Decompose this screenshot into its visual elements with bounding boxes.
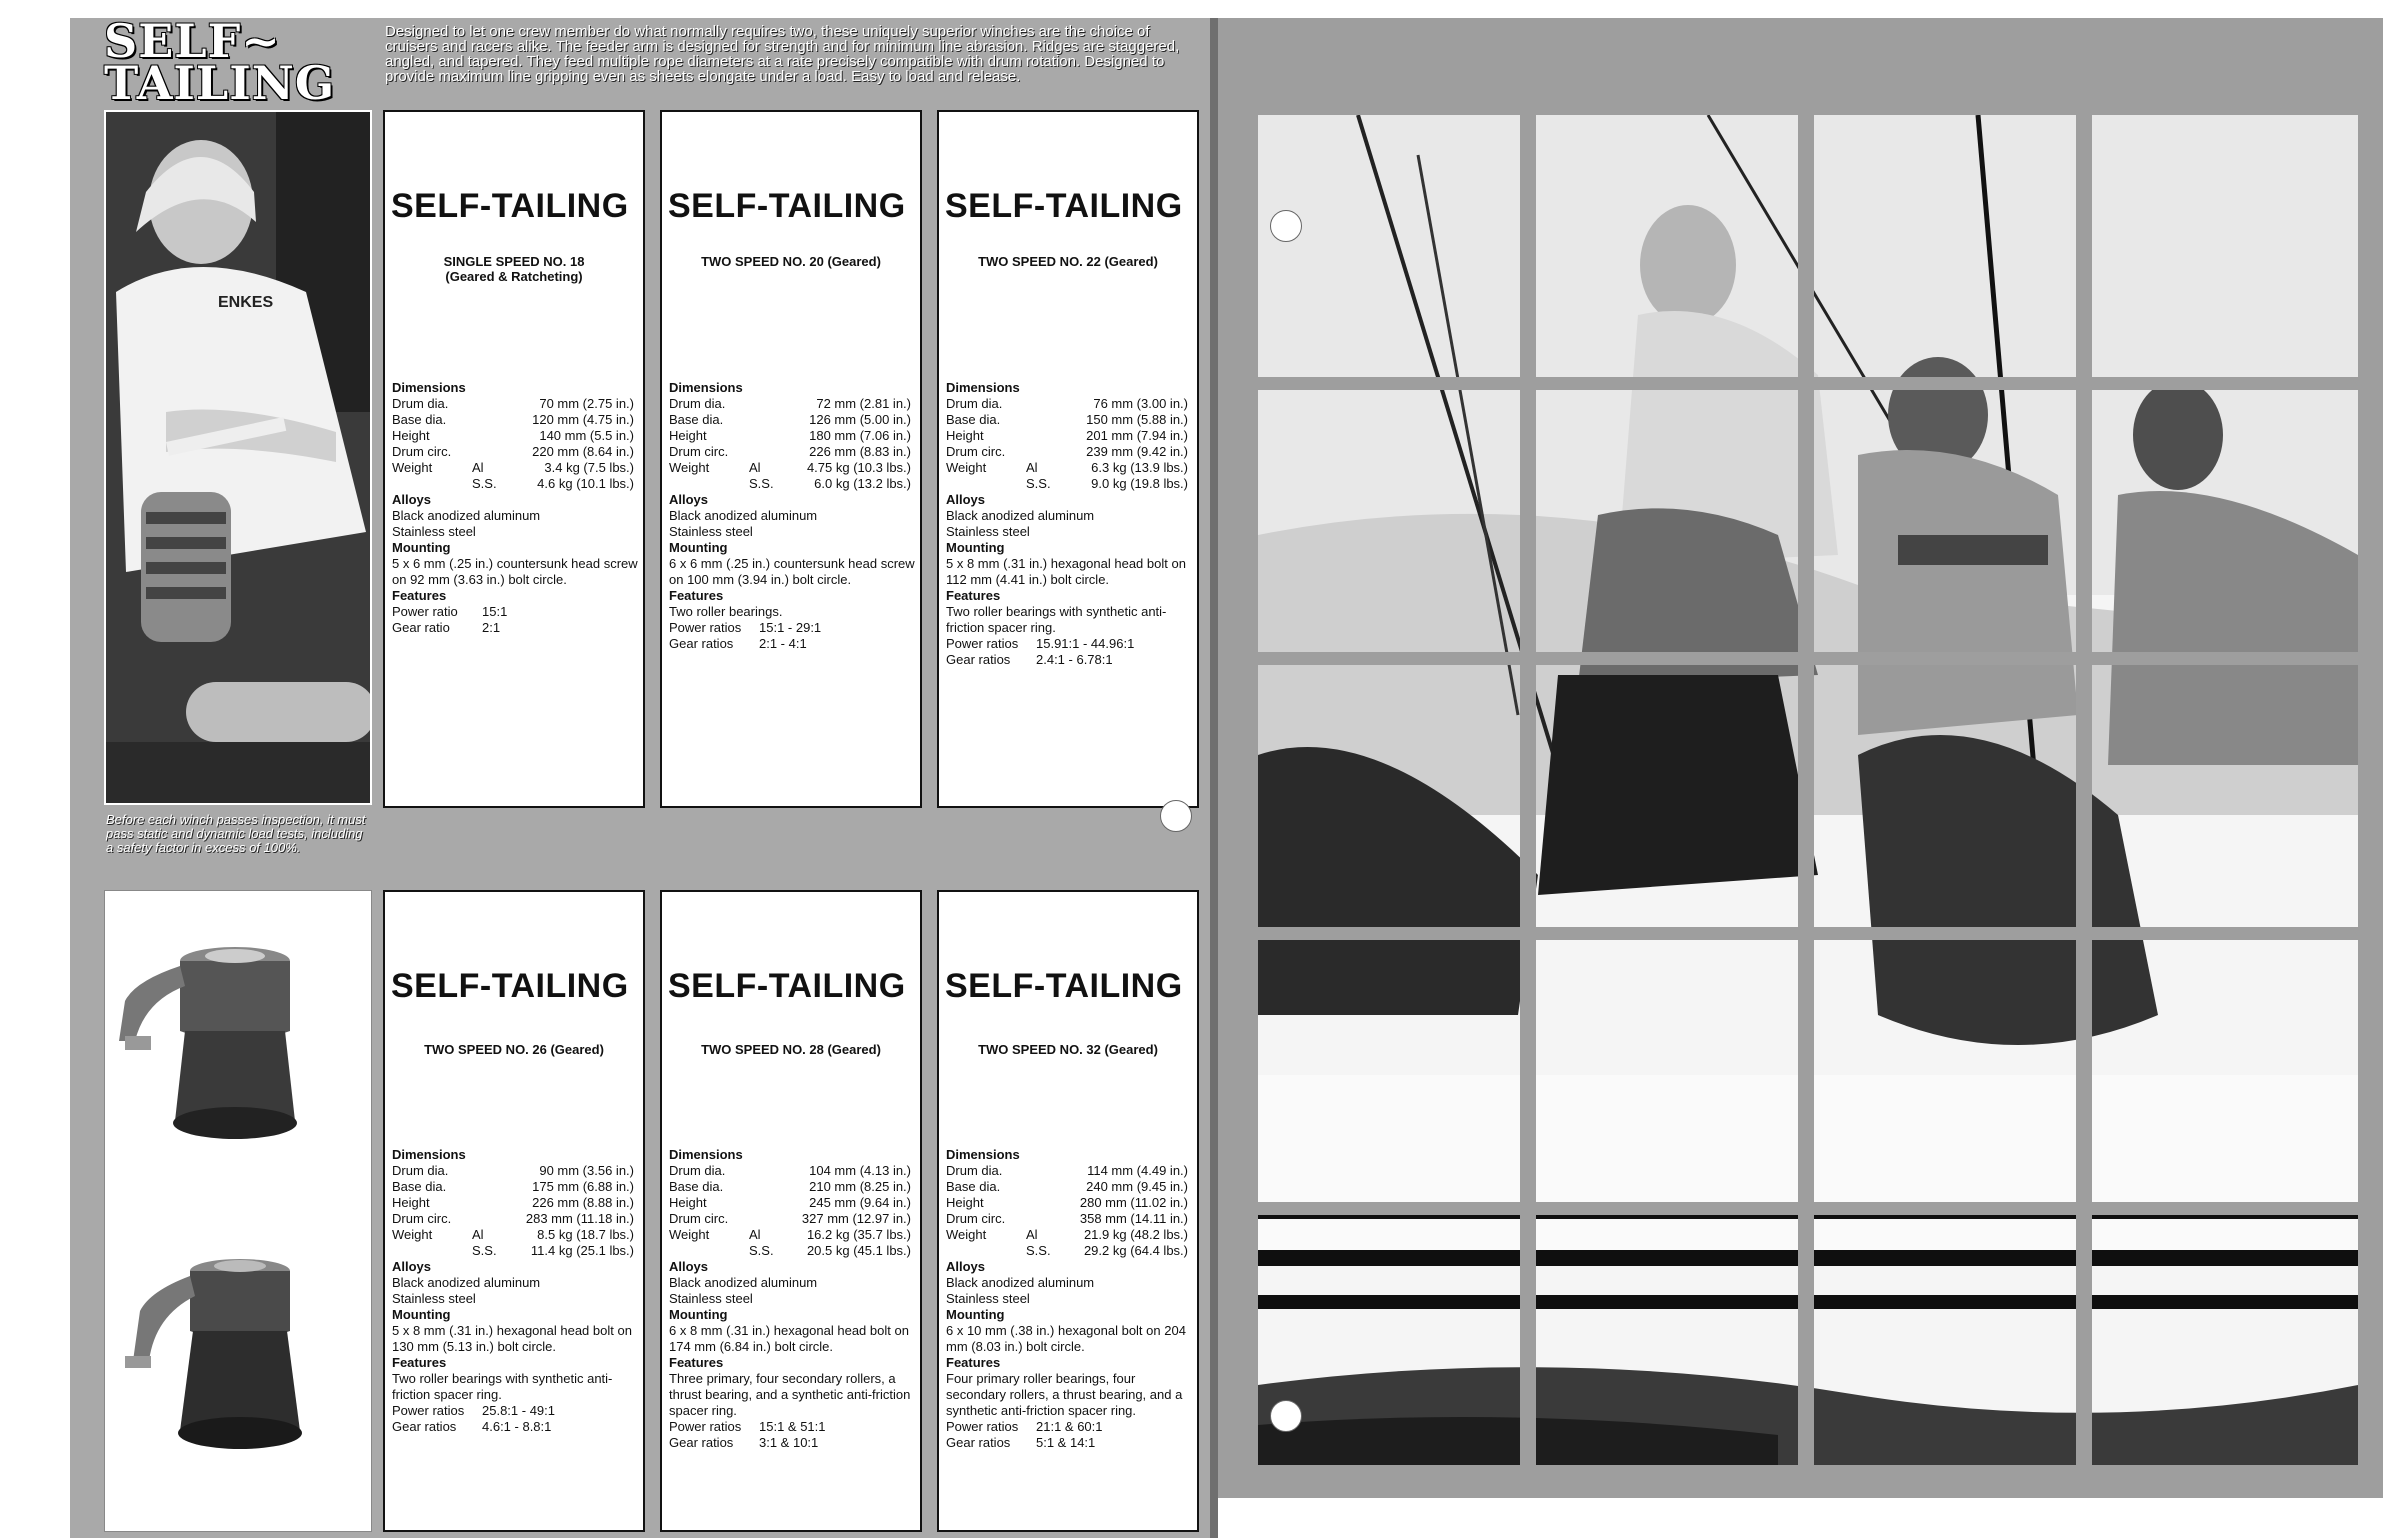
spec-card-no22 (937, 110, 1199, 808)
features-heading: Features (392, 1355, 447, 1370)
power-label: Power ratios (946, 1419, 1019, 1434)
card-subtitle-line2: (Geared & Ratcheting) (445, 269, 583, 284)
mounting-heading: Mounting (669, 540, 728, 555)
winch-icon-bottom (125, 1259, 302, 1449)
spec-sublabel: Al (472, 1227, 484, 1242)
dimensions-heading: Dimensions (669, 380, 743, 395)
features-text: Four primary roller bearings, four secondary rollers, a thrust bearing, and a synthetic anti-friction spacer ring. (946, 1371, 1183, 1418)
alloy-2: Stainless steel (946, 1291, 1030, 1306)
spec-value: 6.3 kg (13.9 lbs.) (1091, 460, 1188, 475)
spec-row-height (946, 428, 1192, 444)
features-text: Two roller bearings with synthetic anti-friction spacer ring. (946, 604, 1167, 635)
inspection-photo-illustration (106, 112, 372, 805)
spec-value: 358 mm (14.11 in.) (1079, 1211, 1188, 1226)
spec-row-height (392, 1195, 638, 1211)
alloy-2: Stainless steel (669, 1291, 753, 1306)
spec-value: 226 mm (8.88 in.) (532, 1195, 634, 1210)
spec-value: 8.5 kg (18.7 lbs.) (537, 1227, 634, 1242)
dimensions-heading: Dimensions (392, 380, 466, 395)
spec-value: 226 mm (8.83 in.) (809, 444, 911, 459)
spec-label: Drum circ. (946, 444, 1006, 459)
spec-card-no32 (937, 890, 1199, 1532)
card-title: SELF-TAILING (668, 187, 906, 225)
spec-label: Drum dia. (946, 1163, 1003, 1178)
card-title: SELF-TAILING (391, 187, 629, 225)
alloy-2: Stainless steel (392, 1291, 476, 1306)
card-subtitle-line1: TWO SPEED NO. 20 (Geared) (701, 254, 881, 269)
spec-label: Height (392, 428, 430, 443)
features-heading: Features (669, 1355, 724, 1370)
spec-row-height (669, 1195, 915, 1211)
spec-value: 240 mm (9.45 in.) (1086, 1179, 1188, 1194)
gear-value: 2:1 (482, 620, 501, 635)
dimensions-heading: Dimensions (392, 1147, 466, 1162)
spec-row-weight-ss (392, 1243, 638, 1259)
spec-row-weight-al (392, 1227, 638, 1243)
spec-row-drum-circ (946, 444, 1192, 460)
gear-value: 5:1 & 14:1 (1036, 1435, 1096, 1450)
alloy-1: Black anodized aluminum (392, 1275, 541, 1290)
spec-row-base-dia (946, 1179, 1192, 1195)
spec-value: 239 mm (9.42 in.) (1086, 444, 1188, 459)
spec-row-base-dia (392, 412, 638, 428)
spec-row-drum-dia (946, 396, 1192, 412)
alloy-1: Black anodized aluminum (669, 508, 818, 523)
gear-value: 2:1 - 4:1 (759, 636, 807, 651)
spec-row-base-dia (669, 1179, 915, 1195)
spec-value: 245 mm (9.64 in.) (809, 1195, 911, 1210)
title-line-1: SELF~ (104, 14, 281, 68)
spec-sublabel: Al (749, 460, 761, 475)
card-subtitle (939, 1042, 1197, 1057)
alloys-heading: Alloys (669, 492, 709, 507)
spec-row-weight-ss (946, 476, 1192, 492)
gear-value: 2.4:1 - 6.78:1 (1036, 652, 1113, 667)
power-label: Power ratios (669, 620, 742, 635)
spec-value: 76 mm (3.00 in.) (1093, 396, 1188, 411)
gear-label: Gear ratios (946, 1435, 1011, 1450)
features-text: Two roller bearings. (669, 604, 783, 619)
sailing-photo-illustration (1258, 115, 2358, 1465)
dimensions-heading: Dimensions (669, 1147, 743, 1162)
spec-sublabel: S.S. (1026, 1243, 1051, 1258)
alloys-heading: Alloys (392, 1259, 432, 1274)
spec-sublabel: Al (1026, 460, 1038, 475)
spec-value: 180 mm (7.06 in.) (809, 428, 911, 443)
mounting-text: 5 x 8 mm (.31 in.) hexagonal head bolt on 130 mm (5.13 in.) bolt circle. (392, 1323, 632, 1354)
spec-row-height (669, 428, 915, 444)
spec-label: Height (946, 428, 984, 443)
spec-sublabel: S.S. (472, 476, 497, 491)
spec-row-weight-al (946, 460, 1192, 476)
power-ratio-row (946, 1419, 1192, 1435)
mounting-text: 6 x 8 mm (.31 in.) hexagonal head bolt on 174 mm (6.84 in.) bolt circle. (669, 1323, 909, 1354)
spec-label: Weight (392, 1227, 433, 1242)
card-title: SELF-TAILING (668, 967, 906, 1005)
spec-card-no26 (383, 890, 645, 1532)
spec-card-no20 (660, 110, 922, 808)
spec-label: Base dia. (669, 412, 724, 427)
mounting-text: 5 x 6 mm (.25 in.) countersunk head screw on 92 mm (3.63 in.) bolt circle. (392, 556, 638, 587)
alloy-2: Stainless steel (392, 524, 476, 539)
spec-value: 220 mm (8.64 in.) (532, 444, 634, 459)
spec-label: Drum dia. (392, 396, 449, 411)
alloy-2: Stainless steel (946, 524, 1030, 539)
power-label: Power ratios (392, 1403, 465, 1418)
spec-table (392, 1147, 638, 1435)
spec-row-weight-ss (392, 476, 638, 492)
spec-value: 9.0 kg (19.8 lbs.) (1091, 476, 1188, 491)
gear-ratio-row (392, 1419, 638, 1435)
dimensions-heading: Dimensions (946, 380, 1020, 395)
spec-table (946, 1147, 1192, 1451)
spec-row-drum-circ (392, 1211, 638, 1227)
gear-ratio-row (946, 652, 1192, 668)
spec-row-weight-ss (946, 1243, 1192, 1259)
power-label: Power ratios (946, 636, 1019, 651)
spec-card-no18 (383, 110, 645, 808)
mounting-heading: Mounting (392, 540, 451, 555)
card-subtitle (385, 254, 643, 284)
power-value: 25.8:1 - 49:1 (482, 1403, 555, 1418)
spec-row-height (946, 1195, 1192, 1211)
mounting-text: 6 x 10 mm (.38 in.) hexagonal bolt on 204 mm (8.03 in.) bolt circle. (946, 1323, 1186, 1354)
spec-label: Base dia. (392, 412, 447, 427)
alloys-heading: Alloys (669, 1259, 709, 1274)
binder-hole-bottom (1270, 1400, 1302, 1432)
spec-sublabel: S.S. (749, 1243, 774, 1258)
power-ratio-row (946, 636, 1192, 652)
gear-value: 4.6:1 - 8.8:1 (482, 1419, 552, 1434)
card-subtitle (939, 254, 1197, 269)
power-ratio-row (392, 1403, 638, 1419)
card-subtitle-line1: TWO SPEED NO. 28 (Geared) (701, 1042, 881, 1057)
spec-sublabel: Al (749, 1227, 761, 1242)
spec-label: Weight (392, 460, 433, 475)
spec-value: 280 mm (11.02 in.) (1079, 1195, 1188, 1210)
spec-row-weight-ss (669, 476, 915, 492)
power-label: Power ratios (669, 1419, 742, 1434)
spec-value: 175 mm (6.88 in.) (532, 1179, 634, 1194)
spec-row-base-dia (669, 412, 915, 428)
spec-row-drum-dia (392, 1163, 638, 1179)
spec-row-weight-al (669, 1227, 915, 1243)
spec-row-base-dia (392, 1179, 638, 1195)
power-ratio-row (392, 604, 638, 620)
alloys-heading: Alloys (392, 492, 432, 507)
spec-sublabel: Al (1026, 1227, 1038, 1242)
page-title (104, 14, 336, 110)
mounting-heading: Mounting (946, 540, 1005, 555)
card-title: SELF-TAILING (945, 187, 1183, 225)
spec-sublabel: Al (472, 460, 484, 475)
gear-value: 3:1 & 10:1 (759, 1435, 819, 1450)
card-subtitle-line1: TWO SPEED NO. 32 (Geared) (978, 1042, 1158, 1057)
spec-sublabel: S.S. (749, 476, 774, 491)
power-value: 15:1 (482, 604, 508, 619)
power-ratio-row (669, 620, 915, 636)
spec-table (669, 1147, 915, 1451)
spec-row-drum-dia (946, 1163, 1192, 1179)
spec-row-drum-dia (669, 1163, 915, 1179)
spec-label: Height (669, 1195, 707, 1210)
spec-label: Drum circ. (392, 1211, 452, 1226)
gear-label: Gear ratios (669, 1435, 734, 1450)
power-ratio-row (669, 1419, 915, 1435)
gear-ratio-row (946, 1435, 1192, 1451)
spec-value: 3.4 kg (7.5 lbs.) (544, 460, 634, 475)
spec-label: Base dia. (946, 1179, 1001, 1194)
gear-ratio-row (669, 636, 915, 652)
spec-value: 29.2 kg (64.4 lbs.) (1083, 1243, 1188, 1258)
features-heading: Features (392, 588, 447, 603)
spec-value: 126 mm (5.00 in.) (809, 412, 911, 427)
spec-value: 21.9 kg (48.2 lbs.) (1083, 1227, 1188, 1242)
card-subtitle-line1: SINGLE SPEED NO. 18 (443, 254, 585, 269)
spec-label: Drum dia. (946, 396, 1003, 411)
spec-label: Drum dia. (669, 1163, 726, 1178)
card-title: SELF-TAILING (945, 967, 1183, 1005)
card-subtitle (662, 254, 920, 269)
spec-value: 72 mm (2.81 in.) (816, 396, 911, 411)
spec-row-base-dia (946, 412, 1192, 428)
spec-value: 150 mm (5.88 in.) (1086, 412, 1188, 427)
spec-row-drum-circ (669, 1211, 915, 1227)
gear-ratio-row (392, 620, 638, 636)
gear-label: Gear ratios (392, 1419, 457, 1434)
features-heading: Features (669, 588, 724, 603)
spec-label: Height (946, 1195, 984, 1210)
spec-row-height (392, 428, 638, 444)
power-value: 15:1 - 29:1 (759, 620, 822, 635)
spec-value: 210 mm (8.25 in.) (809, 1179, 911, 1194)
winch-icon-top (119, 947, 297, 1139)
spec-label: Base dia. (946, 412, 1001, 427)
features-heading: Features (946, 588, 1001, 603)
spec-row-weight-al (392, 460, 638, 476)
mounting-text: 6 x 6 mm (.25 in.) countersunk head screw on 100 mm (3.94 in.) bolt circle. (669, 556, 915, 587)
spec-value: 11.4 kg (25.1 lbs.) (530, 1243, 634, 1258)
spec-value: 283 mm (11.18 in.) (525, 1211, 634, 1226)
spec-value: 90 mm (3.56 in.) (539, 1163, 634, 1178)
spec-label: Weight (669, 460, 710, 475)
gear-label: Gear ratio (392, 620, 450, 635)
spec-label: Base dia. (669, 1179, 724, 1194)
spec-value: 201 mm (7.94 in.) (1086, 428, 1188, 443)
spec-value: 140 mm (5.5 in.) (539, 428, 634, 443)
spec-value: 70 mm (2.75 in.) (539, 396, 634, 411)
alloys-heading: Alloys (946, 1259, 986, 1274)
card-title: SELF-TAILING (391, 967, 629, 1005)
spec-label: Drum circ. (669, 1211, 729, 1226)
spec-row-drum-dia (669, 396, 915, 412)
inspection-photo (104, 110, 372, 805)
alloy-1: Black anodized aluminum (392, 508, 541, 523)
spec-sublabel: S.S. (472, 1243, 497, 1258)
spec-label: Weight (946, 1227, 987, 1242)
spec-label: Drum circ. (946, 1211, 1006, 1226)
spec-table (946, 380, 1192, 668)
mounting-text: 5 x 8 mm (.31 in.) hexagonal head bolt on 112 mm (4.41 in.) bolt circle. (946, 556, 1186, 587)
spec-value: 4.6 kg (10.1 lbs.) (537, 476, 634, 491)
spec-value: 20.5 kg (45.1 lbs.) (806, 1243, 911, 1258)
alloy-1: Black anodized aluminum (946, 1275, 1095, 1290)
spec-value: 4.75 kg (10.3 lbs.) (806, 460, 911, 475)
sailing-photo-grid (1258, 115, 2358, 1465)
gear-label: Gear ratios (946, 652, 1011, 667)
spec-table (669, 380, 915, 652)
winch-illustrations (105, 891, 371, 1531)
spec-value: 16.2 kg (35.7 lbs.) (806, 1227, 911, 1242)
power-value: 15.91:1 - 44.96:1 (1036, 636, 1135, 651)
badge-text: ENKES (218, 294, 274, 311)
mounting-heading: Mounting (669, 1307, 728, 1322)
power-value: 21:1 & 60:1 (1036, 1419, 1103, 1434)
photo-caption: Before each winch passes inspection, it must pass static and dynamic load tests, including a safety factor in excess of 100%. (106, 812, 366, 855)
spec-label: Weight (669, 1227, 710, 1242)
title-line-2: TAILING (104, 56, 336, 110)
spec-sublabel: S.S. (1026, 476, 1051, 491)
alloys-heading: Alloys (946, 492, 986, 507)
spec-label: Drum dia. (669, 396, 726, 411)
spec-table (392, 380, 638, 636)
features-text: Three primary, four secondary rollers, a thrust bearing, and a synthetic anti-friction spacer ring. (669, 1371, 911, 1418)
card-subtitle-line1: TWO SPEED NO. 26 (Geared) (424, 1042, 604, 1057)
binder-hole-mid (1160, 800, 1192, 832)
features-heading: Features (946, 1355, 1001, 1370)
spec-label: Base dia. (392, 1179, 447, 1194)
card-subtitle-line1: TWO SPEED NO. 22 (Geared) (978, 254, 1158, 269)
features-text: Two roller bearings with synthetic anti-friction spacer ring. (392, 1371, 613, 1402)
binder-hole-top (1270, 210, 1302, 242)
spec-value: 104 mm (4.13 in.) (809, 1163, 911, 1178)
spec-row-weight-al (946, 1227, 1192, 1243)
spec-row-drum-circ (669, 444, 915, 460)
winch-product-photos (104, 890, 372, 1532)
spec-row-drum-circ (392, 444, 638, 460)
card-subtitle (662, 1042, 920, 1057)
spec-label: Drum dia. (392, 1163, 449, 1178)
intro-paragraph: Designed to let one crew member do what normally requires two, these uniquely superior winches are the choice of cruisers and racers alike. The feeder arm is designed for strength and for minimum line abrasion. Ridges are staggered, angled, and tapered. They feed multiple rope diameters at a rate precisely compatible with drum rotation. Designed to provide maximum line gripping even as sheets elongate under a load. Easy to load and release. (385, 23, 1180, 85)
spec-value: 114 mm (4.49 in.) (1087, 1163, 1188, 1178)
mounting-heading: Mounting (392, 1307, 451, 1322)
spec-value: 120 mm (4.75 in.) (532, 412, 634, 427)
spec-label: Height (669, 428, 707, 443)
spec-row-weight-ss (669, 1243, 915, 1259)
power-value: 15:1 & 51:1 (759, 1419, 826, 1434)
dimensions-heading: Dimensions (946, 1147, 1020, 1162)
mounting-heading: Mounting (946, 1307, 1005, 1322)
alloy-1: Black anodized aluminum (946, 508, 1095, 523)
spec-card-no28 (660, 890, 922, 1532)
alloy-2: Stainless steel (669, 524, 753, 539)
alloy-1: Black anodized aluminum (669, 1275, 818, 1290)
power-label: Power ratio (392, 604, 458, 619)
gear-label: Gear ratios (669, 636, 734, 651)
page-gutter (1210, 18, 1218, 1538)
card-subtitle (385, 1042, 643, 1057)
spec-value: 6.0 kg (13.2 lbs.) (814, 476, 911, 491)
spec-row-weight-al (669, 460, 915, 476)
spec-label: Weight (946, 460, 987, 475)
spec-label: Drum circ. (669, 444, 729, 459)
gear-ratio-row (669, 1435, 915, 1451)
spec-row-drum-circ (946, 1211, 1192, 1227)
spec-value: 327 mm (12.97 in.) (801, 1211, 911, 1226)
spec-label: Drum circ. (392, 444, 452, 459)
spec-label: Height (392, 1195, 430, 1210)
spec-row-drum-dia (392, 396, 638, 412)
